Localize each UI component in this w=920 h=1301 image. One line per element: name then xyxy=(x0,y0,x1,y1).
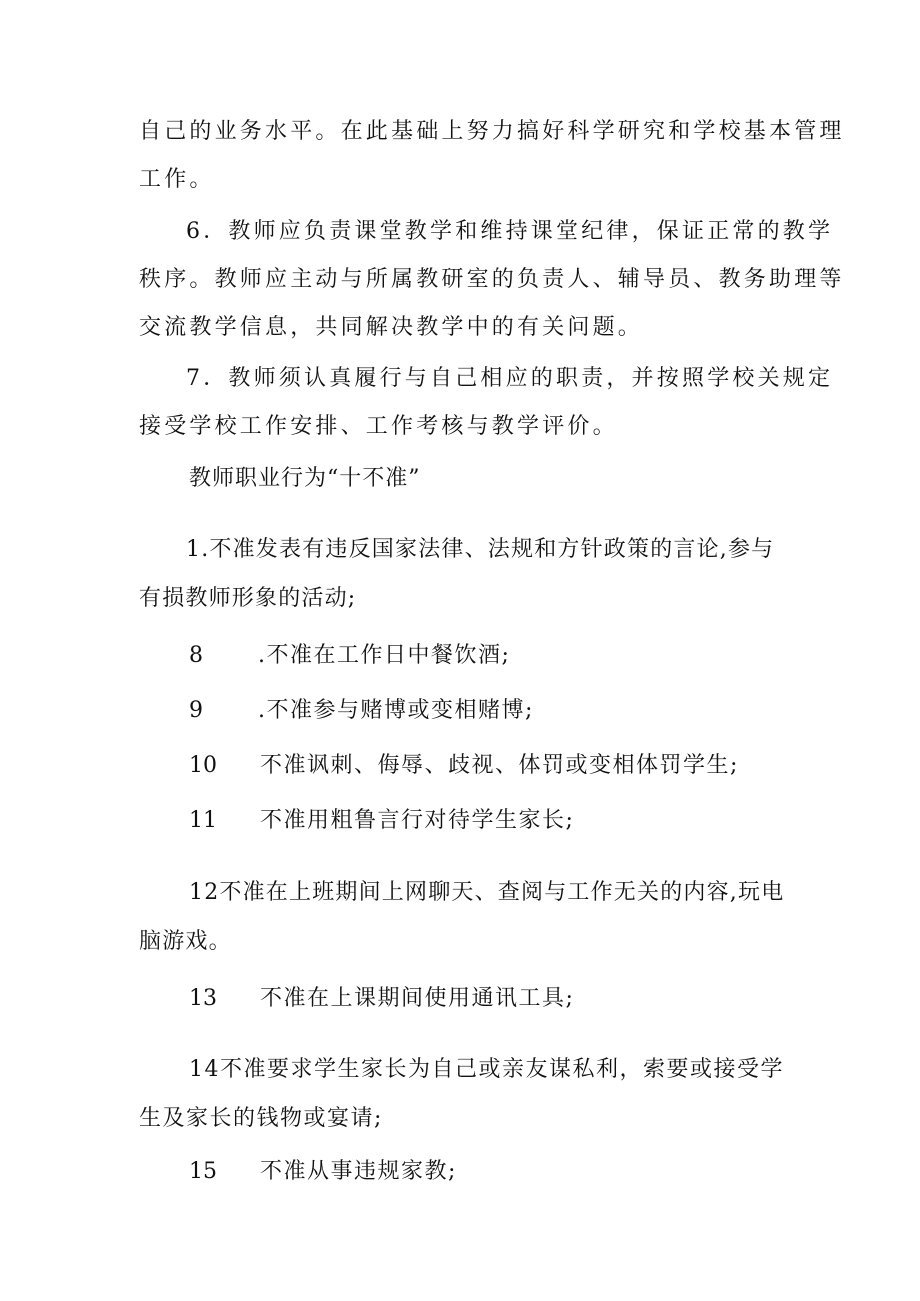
rule-10-number: 10 xyxy=(189,753,217,778)
rule-12-line-2: 脑游戏。 xyxy=(139,929,232,954)
paragraph-7-line-2: 接受学校工作安排、工作考核与教学评价。 xyxy=(139,414,618,439)
paragraph-7-line-1: 7．教师须认真履行与自己相应的职责，并按照学校关规定 xyxy=(186,366,834,391)
rule-13-number: 13 xyxy=(189,986,217,1011)
rule-13-text: 不准在上课期间使用通讯工具; xyxy=(260,986,575,1011)
rule-1-line-2: 有损教师形象的活动; xyxy=(139,586,357,611)
rule-15-number: 15 xyxy=(189,1159,217,1184)
rule-9-number: 9 xyxy=(189,698,203,723)
paragraph-6-line-1: 6．教师应负责课堂教学和维持课堂纪律，保证正常的教学 xyxy=(186,219,834,244)
rule-10-text: 不准讽刺、侮辱、歧视、体罚或变相体罚学生; xyxy=(260,753,739,778)
rule-15-text: 不准从事违规家教; xyxy=(260,1159,457,1184)
rule-8-number: 8 xyxy=(189,643,203,668)
rule-11-text: 不准用粗鲁言行对待学生家长; xyxy=(260,808,575,833)
rule-8-text: .不准在工作日中餐饮酒; xyxy=(258,643,511,668)
paragraph-line: 工作。 xyxy=(139,167,215,192)
paragraph-6-line-3: 交流教学信息，共同解决教学中的有关问题。 xyxy=(139,315,644,340)
rule-14-line-1: 14不准要求学生家长为自己或亲友谋私利，索要或接受学 xyxy=(189,1057,784,1082)
rule-1-line-1: 1.不准发表有违反国家法律、法规和方针政策的言论,参与 xyxy=(186,537,775,562)
rule-14-line-2: 生及家长的钱物或宴请; xyxy=(139,1106,383,1131)
paragraph-line: 自己的业务水平。在此基础上努力搞好科学研究和学校基本管理 xyxy=(139,119,845,144)
rule-9-text: .不准参与赌博或变相赌博; xyxy=(258,698,534,723)
rule-12-line-1: 12不准在上班期间上网聊天、查阅与工作无关的内容,玩电 xyxy=(189,880,785,905)
paragraph-6-line-2: 秩序。教师应主动与所属教研室的负责人、辅导员、教务助理等 xyxy=(139,267,845,292)
rule-11-number: 11 xyxy=(189,808,217,833)
section-title: 教师职业行为“十不准” xyxy=(189,466,421,491)
